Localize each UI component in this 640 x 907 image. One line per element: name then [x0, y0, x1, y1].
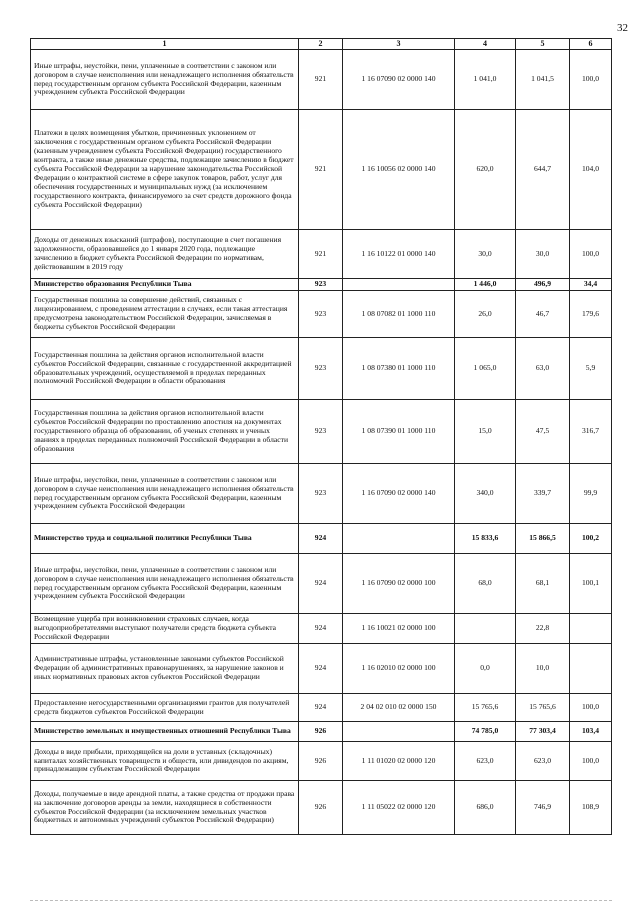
row-percent: 100,0 — [570, 694, 612, 722]
row-budget-class-code: 1 08 07390 01 1000 110 — [343, 400, 455, 464]
row-planned-amount: 15,0 — [455, 400, 516, 464]
col-header-2: 2 — [299, 39, 343, 50]
table-header-row — [31, 39, 612, 50]
row-percent: 99,9 — [570, 464, 612, 524]
revenue-table — [30, 38, 612, 835]
row-admin-code: 926 — [299, 722, 343, 742]
row-percent: 5,9 — [570, 338, 612, 400]
table-row — [31, 694, 612, 722]
row-actual-amount: 339,7 — [516, 464, 570, 524]
row-planned-amount: 686,0 — [455, 781, 516, 835]
row-percent: 100,0 — [570, 742, 612, 781]
row-planned-amount: 620,0 — [455, 110, 516, 230]
row-budget-class-code: 1 16 07090 02 0000 140 — [343, 464, 455, 524]
col-header-4: 4 — [455, 39, 516, 50]
row-planned-amount: 1 446,0 — [455, 279, 516, 291]
row-percent: 34,4 — [570, 279, 612, 291]
row-description: Иные штрафы, неустойки, пени, уплаченные в соответствии с законом или договором в случае неисполнения или ненадлежащего исполнения обязательств перед государственным органом субъекта Российской Федерации, казенным учреждением субъекта Российской Федерации — [31, 464, 299, 524]
row-description: Министерство образования Республики Тыва — [31, 279, 299, 291]
row-description: Министерство земельных и имущественных отношений Республики Тыва — [31, 722, 299, 742]
row-actual-amount: 1 041,5 — [516, 50, 570, 110]
row-admin-code: 926 — [299, 781, 343, 835]
row-percent: 316,7 — [570, 400, 612, 464]
row-planned-amount: 15 833,6 — [455, 524, 516, 554]
row-description: Государственная пошлина за действия органов исполнительной власти субъектов Российской Федерации по проставлению апостиля на документах государственного образца об образовании, об ученых степенях и ученых званиях в пределах переданных полномочий Российской Федерации в области образования — [31, 400, 299, 464]
row-description: Иные штрафы, неустойки, пени, уплаченные в соответствии с законом или договором в случае неисполнения или ненадлежащего исполнения обязательств перед государственным органом субъекта Российской Федерации, казенным учреждением субъекта Российской Федерации — [31, 50, 299, 110]
row-description: Доходы от денежных взысканий (штрафов), поступающие в счет погашения задолженности, образовавшейся до 1 января 2020 года, подлежащие зачислению в бюджет субъекта Российской Федерации по нормативам, действовавшим в 2019 году — [31, 230, 299, 279]
row-budget-class-code: 2 04 02 010 02 0000 150 — [343, 694, 455, 722]
table-row — [31, 338, 612, 400]
row-actual-amount: 496,9 — [516, 279, 570, 291]
row-actual-amount: 623,0 — [516, 742, 570, 781]
page-bottom-divider — [30, 900, 612, 901]
row-admin-code: 924 — [299, 524, 343, 554]
row-description: Министерство труда и социальной политики Республики Тыва — [31, 524, 299, 554]
page-number: 32 — [617, 22, 628, 34]
row-budget-class-code: 1 11 01020 02 0000 120 — [343, 742, 455, 781]
row-percent: 104,0 — [570, 110, 612, 230]
row-admin-code: 924 — [299, 614, 343, 644]
row-actual-amount: 15 765,6 — [516, 694, 570, 722]
row-actual-amount: 644,7 — [516, 110, 570, 230]
row-description: Предоставление негосударственными организациями грантов для получателей средств бюджетов субъектов Российской Федерации — [31, 694, 299, 722]
row-planned-amount: 74 785,0 — [455, 722, 516, 742]
table-row — [31, 554, 612, 614]
row-admin-code: 921 — [299, 50, 343, 110]
row-actual-amount: 22,8 — [516, 614, 570, 644]
table-row — [31, 279, 612, 291]
row-budget-class-code: 1 11 05022 02 0000 120 — [343, 781, 455, 835]
row-admin-code: 926 — [299, 742, 343, 781]
row-planned-amount: 68,0 — [455, 554, 516, 614]
row-actual-amount: 746,9 — [516, 781, 570, 835]
row-percent: 179,6 — [570, 291, 612, 338]
row-budget-class-code: 1 16 10021 02 0000 100 — [343, 614, 455, 644]
table-row — [31, 644, 612, 694]
col-header-3: 3 — [343, 39, 455, 50]
row-actual-amount: 10,0 — [516, 644, 570, 694]
row-percent — [570, 644, 612, 694]
row-planned-amount: 26,0 — [455, 291, 516, 338]
row-percent: 100,0 — [570, 50, 612, 110]
table-row — [31, 524, 612, 554]
row-budget-class-code: 1 08 07380 01 1000 110 — [343, 338, 455, 400]
row-admin-code: 923 — [299, 279, 343, 291]
row-budget-class-code — [343, 279, 455, 291]
row-planned-amount — [455, 614, 516, 644]
row-admin-code: 921 — [299, 110, 343, 230]
row-description: Государственная пошлина за действия органов исполнительной власти субъектов Российской Федерации, связанные с государственной аккредитацией образовательных учреждений, осуществляемой в пределах переданных полномочий Российской Федерации в области образования — [31, 338, 299, 400]
row-planned-amount: 1 065,0 — [455, 338, 516, 400]
table-row — [31, 742, 612, 781]
row-admin-code: 923 — [299, 338, 343, 400]
row-planned-amount: 0,0 — [455, 644, 516, 694]
row-percent — [570, 614, 612, 644]
table-row — [31, 50, 612, 110]
row-actual-amount: 15 866,5 — [516, 524, 570, 554]
row-percent: 100,0 — [570, 230, 612, 279]
table-row — [31, 230, 612, 279]
row-percent: 100,2 — [570, 524, 612, 554]
row-budget-class-code: 1 16 07090 02 0000 140 — [343, 50, 455, 110]
row-description: Платежи в целях возмещения убытков, причиненных уклонением от заключения с государственным органом субъекта Российской Федерации (казенным учреждением субъекта Российской Федерации) государственного контракта, а также иные денежные средства, подлежащие зачислению в бюджет субъекта Российской Федерации за нарушение законодательства Российской Федерации о контрактной системе в сфере закупок товаров, работ, услуг для обеспечения государственных и муниципальных нужд (за исключением государственного контракта, финансируемого за счет средств дорожного фонда субъекта Российской Федерации) — [31, 110, 299, 230]
row-actual-amount: 68,1 — [516, 554, 570, 614]
row-planned-amount: 30,0 — [455, 230, 516, 279]
table-row — [31, 614, 612, 644]
row-admin-code: 923 — [299, 464, 343, 524]
row-admin-code: 924 — [299, 554, 343, 614]
col-header-6: 6 — [570, 39, 612, 50]
row-budget-class-code: 1 16 07090 02 0000 100 — [343, 554, 455, 614]
row-description: Административные штрафы, установленные законами субъектов Российской Федерации об административных правонарушениях, за нарушение законов и иных нормативных правовых актов субъектов Российской Федерации — [31, 644, 299, 694]
row-budget-class-code: 1 16 10056 02 0000 140 — [343, 110, 455, 230]
col-header-1: 1 — [31, 39, 299, 50]
row-description: Доходы в виде прибыли, приходящейся на доли в уставных (складочных) капиталах хозяйственных товариществ и обществ, или дивидендов по акциям, принадлежащим субъектам Российской Федерации — [31, 742, 299, 781]
table-row — [31, 400, 612, 464]
row-planned-amount: 15 765,6 — [455, 694, 516, 722]
row-planned-amount: 1 041,0 — [455, 50, 516, 110]
row-planned-amount: 623,0 — [455, 742, 516, 781]
row-percent: 103,4 — [570, 722, 612, 742]
table-row — [31, 722, 612, 742]
table-row — [31, 464, 612, 524]
row-description: Возмещение ущерба при возникновении страховых случаев, когда выгодоприобретателями выступают получатели средств бюджета субъекта Российской Федерации — [31, 614, 299, 644]
row-admin-code: 923 — [299, 400, 343, 464]
row-admin-code: 924 — [299, 644, 343, 694]
col-header-5: 5 — [516, 39, 570, 50]
row-description: Государственная пошлина за совершение действий, связанных с лицензированием, с проведением аттестации в случаях, если такая аттестация предусмотрена законодательством Российской Федерации, зачисляемая в бюджеты субъектов Российской Федерации — [31, 291, 299, 338]
table-row — [31, 110, 612, 230]
row-actual-amount: 46,7 — [516, 291, 570, 338]
row-actual-amount: 47,5 — [516, 400, 570, 464]
table-row — [31, 291, 612, 338]
row-planned-amount: 340,0 — [455, 464, 516, 524]
row-actual-amount: 63,0 — [516, 338, 570, 400]
row-admin-code: 921 — [299, 230, 343, 279]
row-budget-class-code: 1 16 10122 01 0000 140 — [343, 230, 455, 279]
row-percent: 100,1 — [570, 554, 612, 614]
row-budget-class-code: 1 16 02010 02 0000 100 — [343, 644, 455, 694]
row-description: Иные штрафы, неустойки, пени, уплаченные в соответствии с законом или договором в случае неисполнения или ненадлежащего исполнения обязательств перед государственным органом субъекта Российской Федерации, казенным учреждением субъекта Российской Федерации — [31, 554, 299, 614]
row-admin-code: 923 — [299, 291, 343, 338]
row-admin-code: 924 — [299, 694, 343, 722]
row-percent: 108,9 — [570, 781, 612, 835]
row-budget-class-code — [343, 524, 455, 554]
table-row — [31, 781, 612, 835]
row-actual-amount: 30,0 — [516, 230, 570, 279]
row-actual-amount: 77 303,4 — [516, 722, 570, 742]
row-budget-class-code — [343, 722, 455, 742]
row-budget-class-code: 1 08 07082 01 1000 110 — [343, 291, 455, 338]
row-description: Доходы, получаемые в виде арендной платы, а также средства от продажи права на заключение договоров аренды за земли, находящиеся в собственности субъектов Российской Федерации (за исключением земельных участков бюджетных и автономных учреждений субъектов Российской Федерации) — [31, 781, 299, 835]
